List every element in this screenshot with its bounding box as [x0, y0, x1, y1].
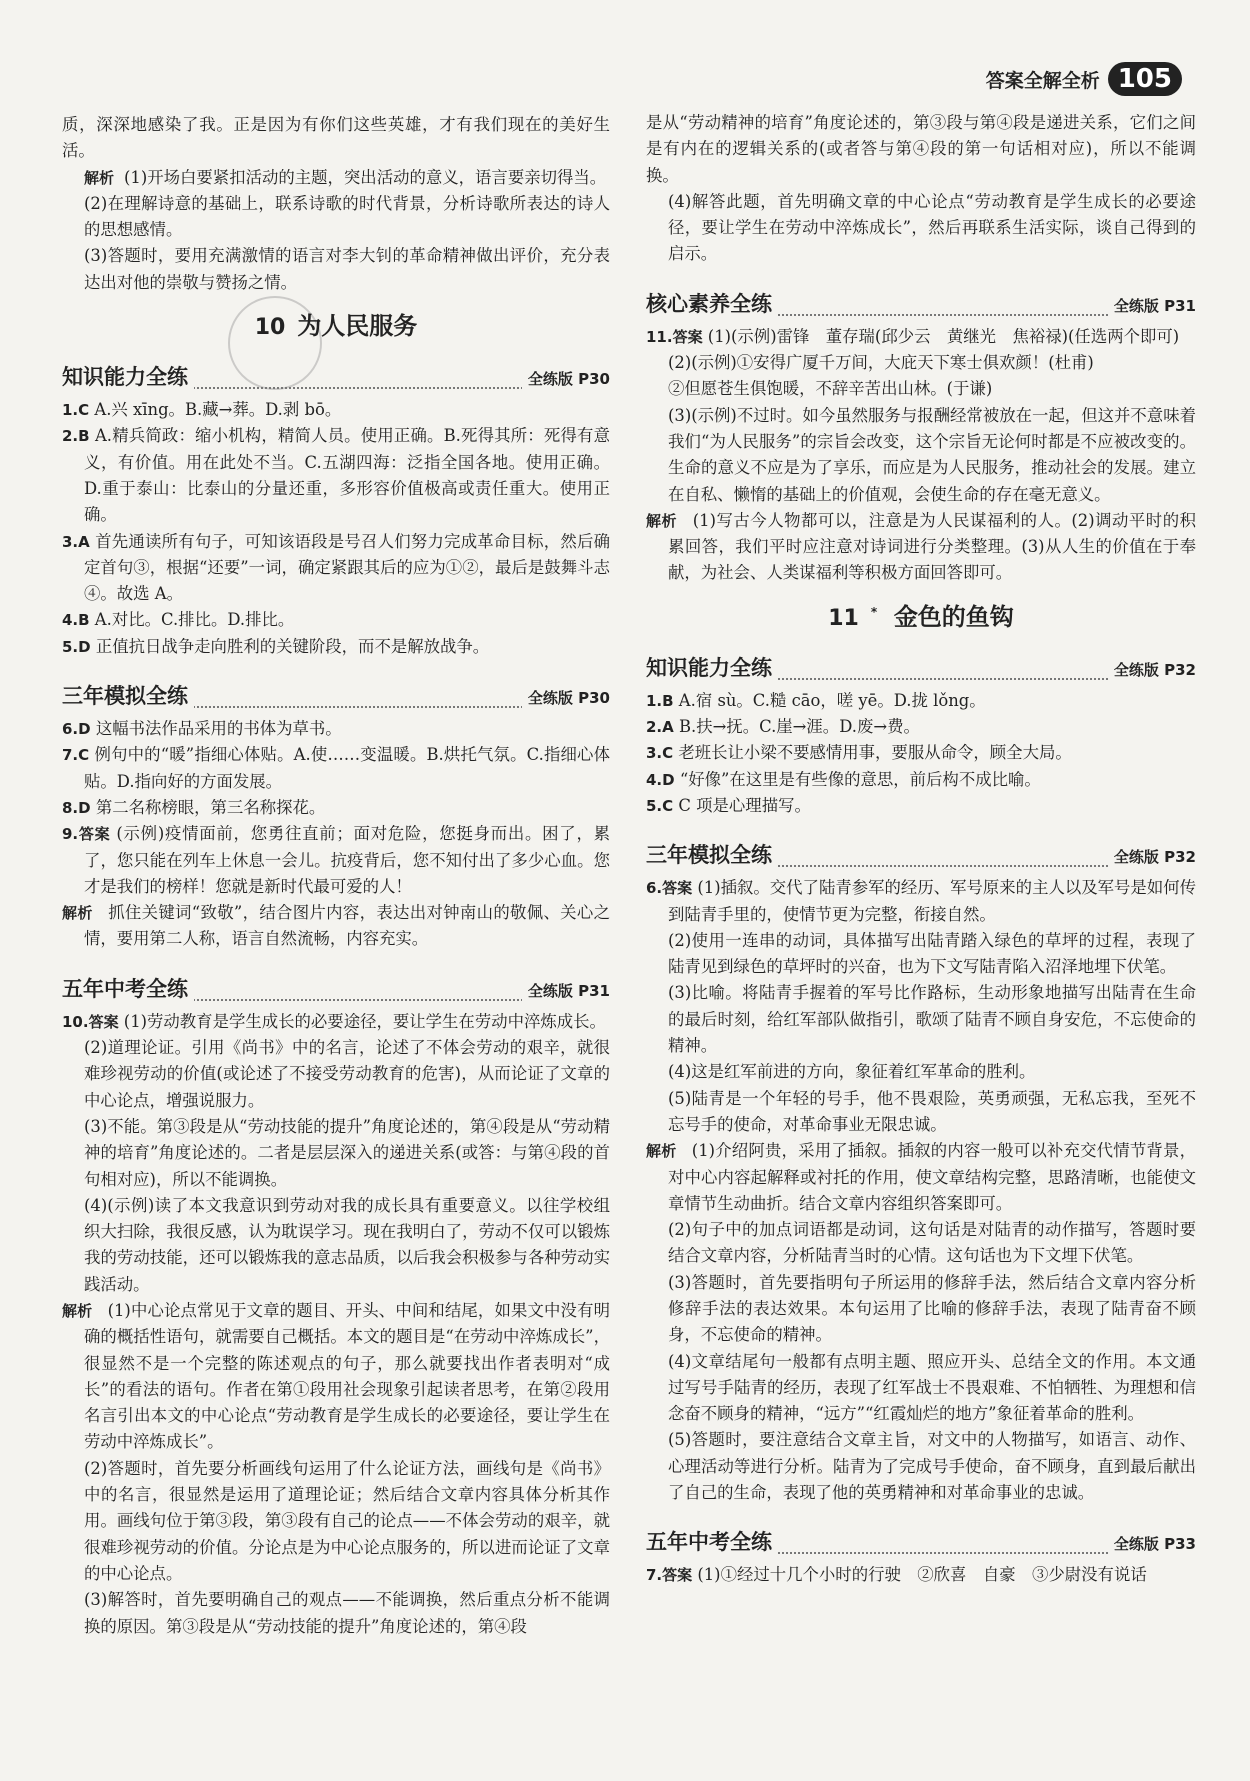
answer-number: 5.C — [646, 796, 674, 815]
lesson-title: 金色的鱼钩 — [893, 602, 1014, 631]
answer-text: 首先通读所有句子，可知该语段是号召人们努力完成革命目标，然后确定首句③，根据“还要”一词，确定紧跟其后的应为①②，最后是鼓舞斗志④。故选 A。 — [84, 531, 610, 604]
answer-item — [62, 634, 610, 660]
answer-number: 3.A — [62, 532, 90, 551]
section-ref: 全练版 P33 — [1108, 1533, 1196, 1554]
left-column — [62, 112, 610, 1640]
answer-item — [62, 529, 610, 608]
answer-text: (5)答题时，要注意结合文章主旨，对文中的人物描写，如语言、动作、心理活动等进行分析。陆青为了完成号手使命，奋不顾身，直到最后献出了自己的生命，表现了他的英勇精神和对革命事业的忠诚。 — [668, 1430, 1196, 1503]
answer-item — [62, 1587, 610, 1640]
answer-text: (4)(示例)读了本文我意识到劳动对我的成长具有重要意义。以往学校组织大扫除，我很反感，认为耽误学习。现在我明白了，劳动不仅可以锻炼我的劳动技能，还可以锻炼我的意志品质，以后我会积极参与各种劳动实践活动。 — [84, 1195, 610, 1294]
answer-text: 正值抗日战争走向胜利的关键阶段，而不是解放战争。 — [95, 636, 490, 656]
answer-text: (3)(示例)不过时。如今虽然服务与报酬经常被放在一起，但这并不意味着我们“为人民服务”的宗旨会改变，这个宗旨无论何时都是不应被改变的。生命的意义不应是为了享乐，而应是为人民服务，推动社会的发展。建立在自私、懒惰的基础上的价值观，会使生命的存在毫无意义。 — [668, 405, 1196, 504]
section-ref: 全练版 P31 — [1108, 295, 1196, 316]
answer-text: (1)中心论点常见于文章的题目、开头、中间和结尾，如果文中没有明确的概括性语句，就需要自己概括。本文的题目是“在劳动中淬炼成长”，很显然不是一个完整的陈述观点的句子，那么就要找出作者表明对“成长”的看法的语句。作者在第①段用社会现象引起读者思考，在第②段用名言引出本文的中心论点“劳动教育是学生成长的必要途径，要让学生在劳动中淬炼成长”。 — [84, 1300, 610, 1452]
section-header — [62, 353, 610, 389]
analysis-item — [62, 165, 610, 191]
answer-item — [646, 1217, 1196, 1270]
analysis-item — [62, 243, 610, 296]
answer-item — [646, 324, 1196, 350]
answer-number: 解析 — [646, 511, 678, 530]
answer-text: B.扶→抚。C.崖→涯。D.废→费。 — [678, 717, 920, 737]
answer-number: 11.答案 — [646, 327, 703, 346]
answer-item — [62, 1114, 610, 1193]
section-ref: 全练版 P32 — [1108, 659, 1196, 680]
answer-number: 6.D — [62, 720, 91, 739]
answer-text: (1)①经过十几个小时的行驶 ②欣喜 自豪 ③少尉没有说话 — [697, 1565, 1147, 1585]
lesson-11-title — [646, 597, 1196, 632]
answer-number: 解析 — [62, 904, 93, 923]
answer-item — [62, 742, 610, 795]
analysis-text: (1)开场白要紧扣活动的主题，突出活动的意义，语言要亲切得当。 — [124, 167, 607, 187]
answer-item — [646, 1562, 1196, 1588]
answer-item — [62, 607, 610, 633]
answer-text: A.兴 xīng。B.藏→葬。D.剥 bō。 — [94, 400, 342, 420]
answer-number: 3.C — [646, 744, 674, 763]
answer-number: 5.D — [62, 637, 91, 656]
answer-number: 8.D — [62, 798, 91, 817]
answer-text: (示例)疫情面前，您勇往直前；面对危险，您挺身而出。困了，累了，您只能在列车上休息一会儿。抗疫背后，您不知付出了多少心血。您才是我们的榜样！您就是新时代最可爱的人！ — [84, 824, 610, 896]
section-header — [646, 831, 1196, 867]
answer-item — [62, 1193, 610, 1298]
answer-text: C 项是心理描写。 — [678, 795, 811, 815]
answer-number: 7.C — [62, 746, 90, 765]
section-title: 知识能力全练 — [646, 652, 778, 682]
page-header — [986, 62, 1182, 96]
answer-text: (2)使用一连串的动词，具体描写出陆青踏入绿色的草坪的过程，表现了陆青见到绿色的草坪时的兴奋，也为下文写陆青陷入沼泽地埋下伏笔。 — [668, 930, 1196, 977]
continuation — [646, 110, 1196, 268]
answer-text: A.宿 sù。C.糙 cāo，嗟 yē。D.拢 lǒng。 — [678, 690, 986, 710]
answer-text: (1)写古今人物都可以，注意是为人民谋福利的人。(2)调动平时的积累回答，我们平时应注意对诗词进行分类整理。(3)从人生的价值在于奉献，为社会、人类谋福利等积极方面回答即可。 — [668, 510, 1196, 583]
answer-text: 第二名称榜眼，第三名称探花。 — [95, 797, 326, 817]
answer-text: (3)答题时，首先要指明句子所运用的修辞手法，然后结合文章内容分析修辞手法的表达效果。本句运用了比喻的修辞手法，表现了陆青奋不顾身，不忘使命的精神。 — [668, 1272, 1196, 1345]
section-header — [646, 280, 1196, 316]
answer-text: (1)(示例)雷锋 董存瑞(邱少云 黄继光 焦裕禄)(任选两个即可) — [707, 326, 1180, 346]
answer-number: 4.B — [62, 611, 90, 630]
answer-item — [646, 740, 1196, 766]
answer-item — [646, 350, 1196, 376]
answer-number: 2.B — [62, 427, 90, 446]
answer-list — [646, 688, 1196, 819]
section-header — [62, 965, 610, 1001]
answer-text: (3)比喻。将陆青手握着的军号比作路标，生动形象地描写出陆青在生命的最后时刻，给红军部队做指引，歌颂了陆青不顾自身安危，不忘使命的精神。 — [668, 983, 1196, 1056]
answer-text: (4)这是红军前进的方向，象征着红军革命的胜利。 — [668, 1062, 1036, 1082]
answer-number: 1.B — [646, 691, 674, 710]
lesson-star: * — [870, 604, 878, 619]
answer-item — [62, 1035, 610, 1114]
answer-number: 2.A — [646, 718, 674, 737]
continued-text: 是从“劳动精神的培育”角度论述的，第③段与第④段是递进关系，它们之间是有内在的逻辑关系的(或者答与第④段的第一句话相对应)，所以不能调换。 — [646, 113, 1196, 185]
lesson-title: 为人民服务 — [297, 312, 418, 341]
answer-text: ②但愿苍生俱饱暖，不辞辛苦出山林。(于谦) — [668, 379, 993, 399]
answer-number: 6.答案 — [646, 879, 693, 898]
continued-text: (4)解答此题，首先明确文章的中心论点“劳动教育是学生成长的必要途径，要让学生在劳动中淬炼成长”，然后再联系生活实际，谈自己得到的启示。 — [668, 191, 1196, 264]
answer-number: 解析 — [62, 1301, 93, 1320]
answer-text: (4)文章结尾句一般都有点明主题、照应开头、总结全文的作用。本文通过写号手陆青的经历，表现了红军战士不畏艰难、不怕牺牲、为理想和信念奋不顾身的精神，“远方”“红霞灿烂的地方”象征着革命的胜利。 — [668, 1351, 1196, 1424]
lesson-number: 11 — [828, 605, 859, 631]
answer-item — [646, 1138, 1196, 1217]
answer-number: 1.C — [62, 401, 90, 420]
analysis-text: (3)答题时，要用充满激情的语言对李大钊的革命精神做出评价，充分表达出对他的崇敬与赞扬之情。 — [84, 246, 610, 292]
answer-number: 解析 — [646, 1142, 677, 1161]
section-title: 五年中考全练 — [646, 1526, 778, 1556]
answer-item — [646, 403, 1196, 508]
answer-number: 9.答案 — [62, 825, 111, 844]
answer-item — [646, 875, 1196, 928]
answer-text: (1)插叙。交代了陆青参军的经历、军号原来的主人以及军号是如何传到陆青手里的，使情节更为完整，衔接自然。 — [668, 878, 1197, 924]
answer-text: (5)陆青是一个年轻的号手，他不畏艰险，英勇顽强，无私忘我，至死不忘号手的使命，对革命事业无限忠诚。 — [668, 1088, 1196, 1134]
answer-text: 这幅书法作品采用的书体为草书。 — [95, 719, 342, 739]
section-title: 五年中考全练 — [62, 973, 194, 1003]
section-ref: 全练版 P32 — [1108, 846, 1196, 867]
answer-text: (1)劳动教育是学生成长的必要途径，要让学生在劳动中淬炼成长。 — [123, 1011, 606, 1031]
answer-item — [62, 423, 610, 528]
answer-text: 例句中的“暖”指细心体贴。A.使……变温暖。B.烘托气氛。C.指细心体贴。D.指向好的方面发展。 — [84, 745, 610, 791]
answer-text: (2)(示例)①安得广厦千万间，大庇天下寒士俱欢颜！(杜甫) — [668, 353, 1094, 373]
answer-item — [646, 688, 1196, 714]
answer-text: A.对比。C.排比。D.排比。 — [94, 610, 295, 630]
right-column — [646, 110, 1196, 1589]
answer-list — [646, 1562, 1196, 1588]
answer-list — [646, 875, 1196, 1506]
intro-analysis — [62, 165, 610, 296]
answer-text: (2)道理论证。引用《尚书》中的名言，论述了不体会劳动的艰辛，就很难珍视劳动的价值(或论述了不接受劳动教育的危害)，从而论证了文章的中心论点，增强说服力。 — [84, 1038, 610, 1110]
section-title: 知识能力全练 — [62, 361, 194, 391]
answer-item — [646, 1059, 1196, 1085]
answer-item — [62, 716, 610, 742]
answer-item — [646, 1349, 1196, 1428]
answer-item — [646, 1270, 1196, 1349]
answer-number: 7.答案 — [646, 1566, 693, 1585]
answer-item — [646, 376, 1196, 402]
answer-item — [62, 1009, 610, 1035]
answer-item — [646, 1086, 1196, 1139]
answer-text: (2)句子中的加点词语都是动词，这句话是对陆青的动作描写，答题时要结合文章内容，分析陆青当时的心情。这句话也为下文埋下伏笔。 — [668, 1220, 1196, 1266]
answer-list — [62, 1009, 610, 1640]
analysis-text: (2)在理解诗意的基础上，联系诗歌的时代背景，分析诗歌所表达的诗人的思想感情。 — [84, 193, 610, 240]
answer-list — [62, 716, 610, 953]
answer-text: “好像”在这里是有些像的意思，前后构不成比喻。 — [679, 769, 1041, 789]
section-title: 三年模拟全练 — [646, 839, 778, 869]
answer-text: (3)不能。第③段是从“劳动技能的提升”角度论述的，第④段是从“劳动精神的培育”角度论述的。二者是层层深入的递进关系(或答：与第④段的首句相对应)，所以不能调换。 — [84, 1116, 610, 1189]
analysis-item — [62, 191, 610, 244]
lesson-10-title — [62, 306, 610, 341]
section-header — [646, 644, 1196, 680]
answer-item — [646, 980, 1196, 1059]
answer-item — [646, 1427, 1196, 1506]
answer-item — [62, 821, 610, 900]
answer-item — [646, 508, 1196, 587]
section-title: 核心素养全练 — [646, 288, 778, 318]
answer-text: 老班长让小梁不要感情用事，要服从命令，顾全大局。 — [678, 743, 1072, 763]
answer-text: (3)解答时，首先要明确自己的观点——不能调换，然后重点分析不能调换的原因。第③段是从“劳动技能的提升”角度论述的，第④段 — [84, 1590, 610, 1636]
lesson-number: 10 — [254, 315, 286, 341]
answer-item — [62, 1298, 610, 1456]
answer-text: (2)答题时，首先要分析画线句运用了什么论证方法，画线句是《尚书》中的名言，很显然是运用了道理论证；然后结合文章内容具体分析其作用。画线句位于第③段，第③段有自己的论点——不体会劳动的艰辛，就很难珍视劳动的价值。分论点是为中心论点服务的，所以进而论证了文章的中心论点。 — [84, 1458, 610, 1583]
answer-item — [62, 900, 610, 953]
analysis-label: 解析 — [84, 168, 115, 187]
page-number: 105 — [1108, 62, 1182, 96]
section-title: 三年模拟全练 — [62, 680, 194, 710]
answer-item — [646, 767, 1196, 793]
answer-item — [62, 795, 610, 821]
answer-text: A.精兵简政：缩小机构，精简人员。使用正确。B.死得其所：死得有意义，有价值。用在此处不当。C.五湖四海：泛指全国各地。使用正确。D.重于泰山：比泰山的分量还重，多形容价值极高或责任重大。使用正确。 — [84, 426, 610, 525]
section-ref: 全练版 P30 — [522, 687, 610, 708]
intro-text: 质，深深地感染了我。正是因为有你们这些英雄，才有我们现在的美好生活。 — [62, 115, 610, 161]
answer-number: 4.D — [646, 770, 675, 789]
answer-text: 抓住关键词“致敬”，结合图片内容，表达出对钟南山的敬佩、关心之情，要用第二人称，语言自然流畅，内容充实。 — [84, 903, 610, 949]
answer-number: 10.答案 — [62, 1012, 119, 1031]
answer-item — [646, 928, 1196, 981]
answer-item — [646, 714, 1196, 740]
section-ref: 全练版 P31 — [522, 980, 610, 1001]
answer-item — [646, 793, 1196, 819]
answer-item — [62, 1456, 610, 1587]
header-title: 答案全解全析 — [985, 69, 1100, 92]
section-ref: 全练版 P30 — [522, 368, 610, 389]
section-header — [646, 1518, 1196, 1554]
answer-list — [646, 324, 1196, 587]
section-header — [62, 672, 610, 708]
answer-list — [62, 397, 610, 660]
answer-text: (1)介绍阿贵，采用了插叙。插叙的内容一般可以补充交代情节背景，对中心内容起解释或衬托的作用，使文章结构完整，思路清晰，也能使文章情节生动曲折。结合文章内容组织答案即可。 — [668, 1141, 1196, 1213]
answer-item — [62, 397, 610, 423]
